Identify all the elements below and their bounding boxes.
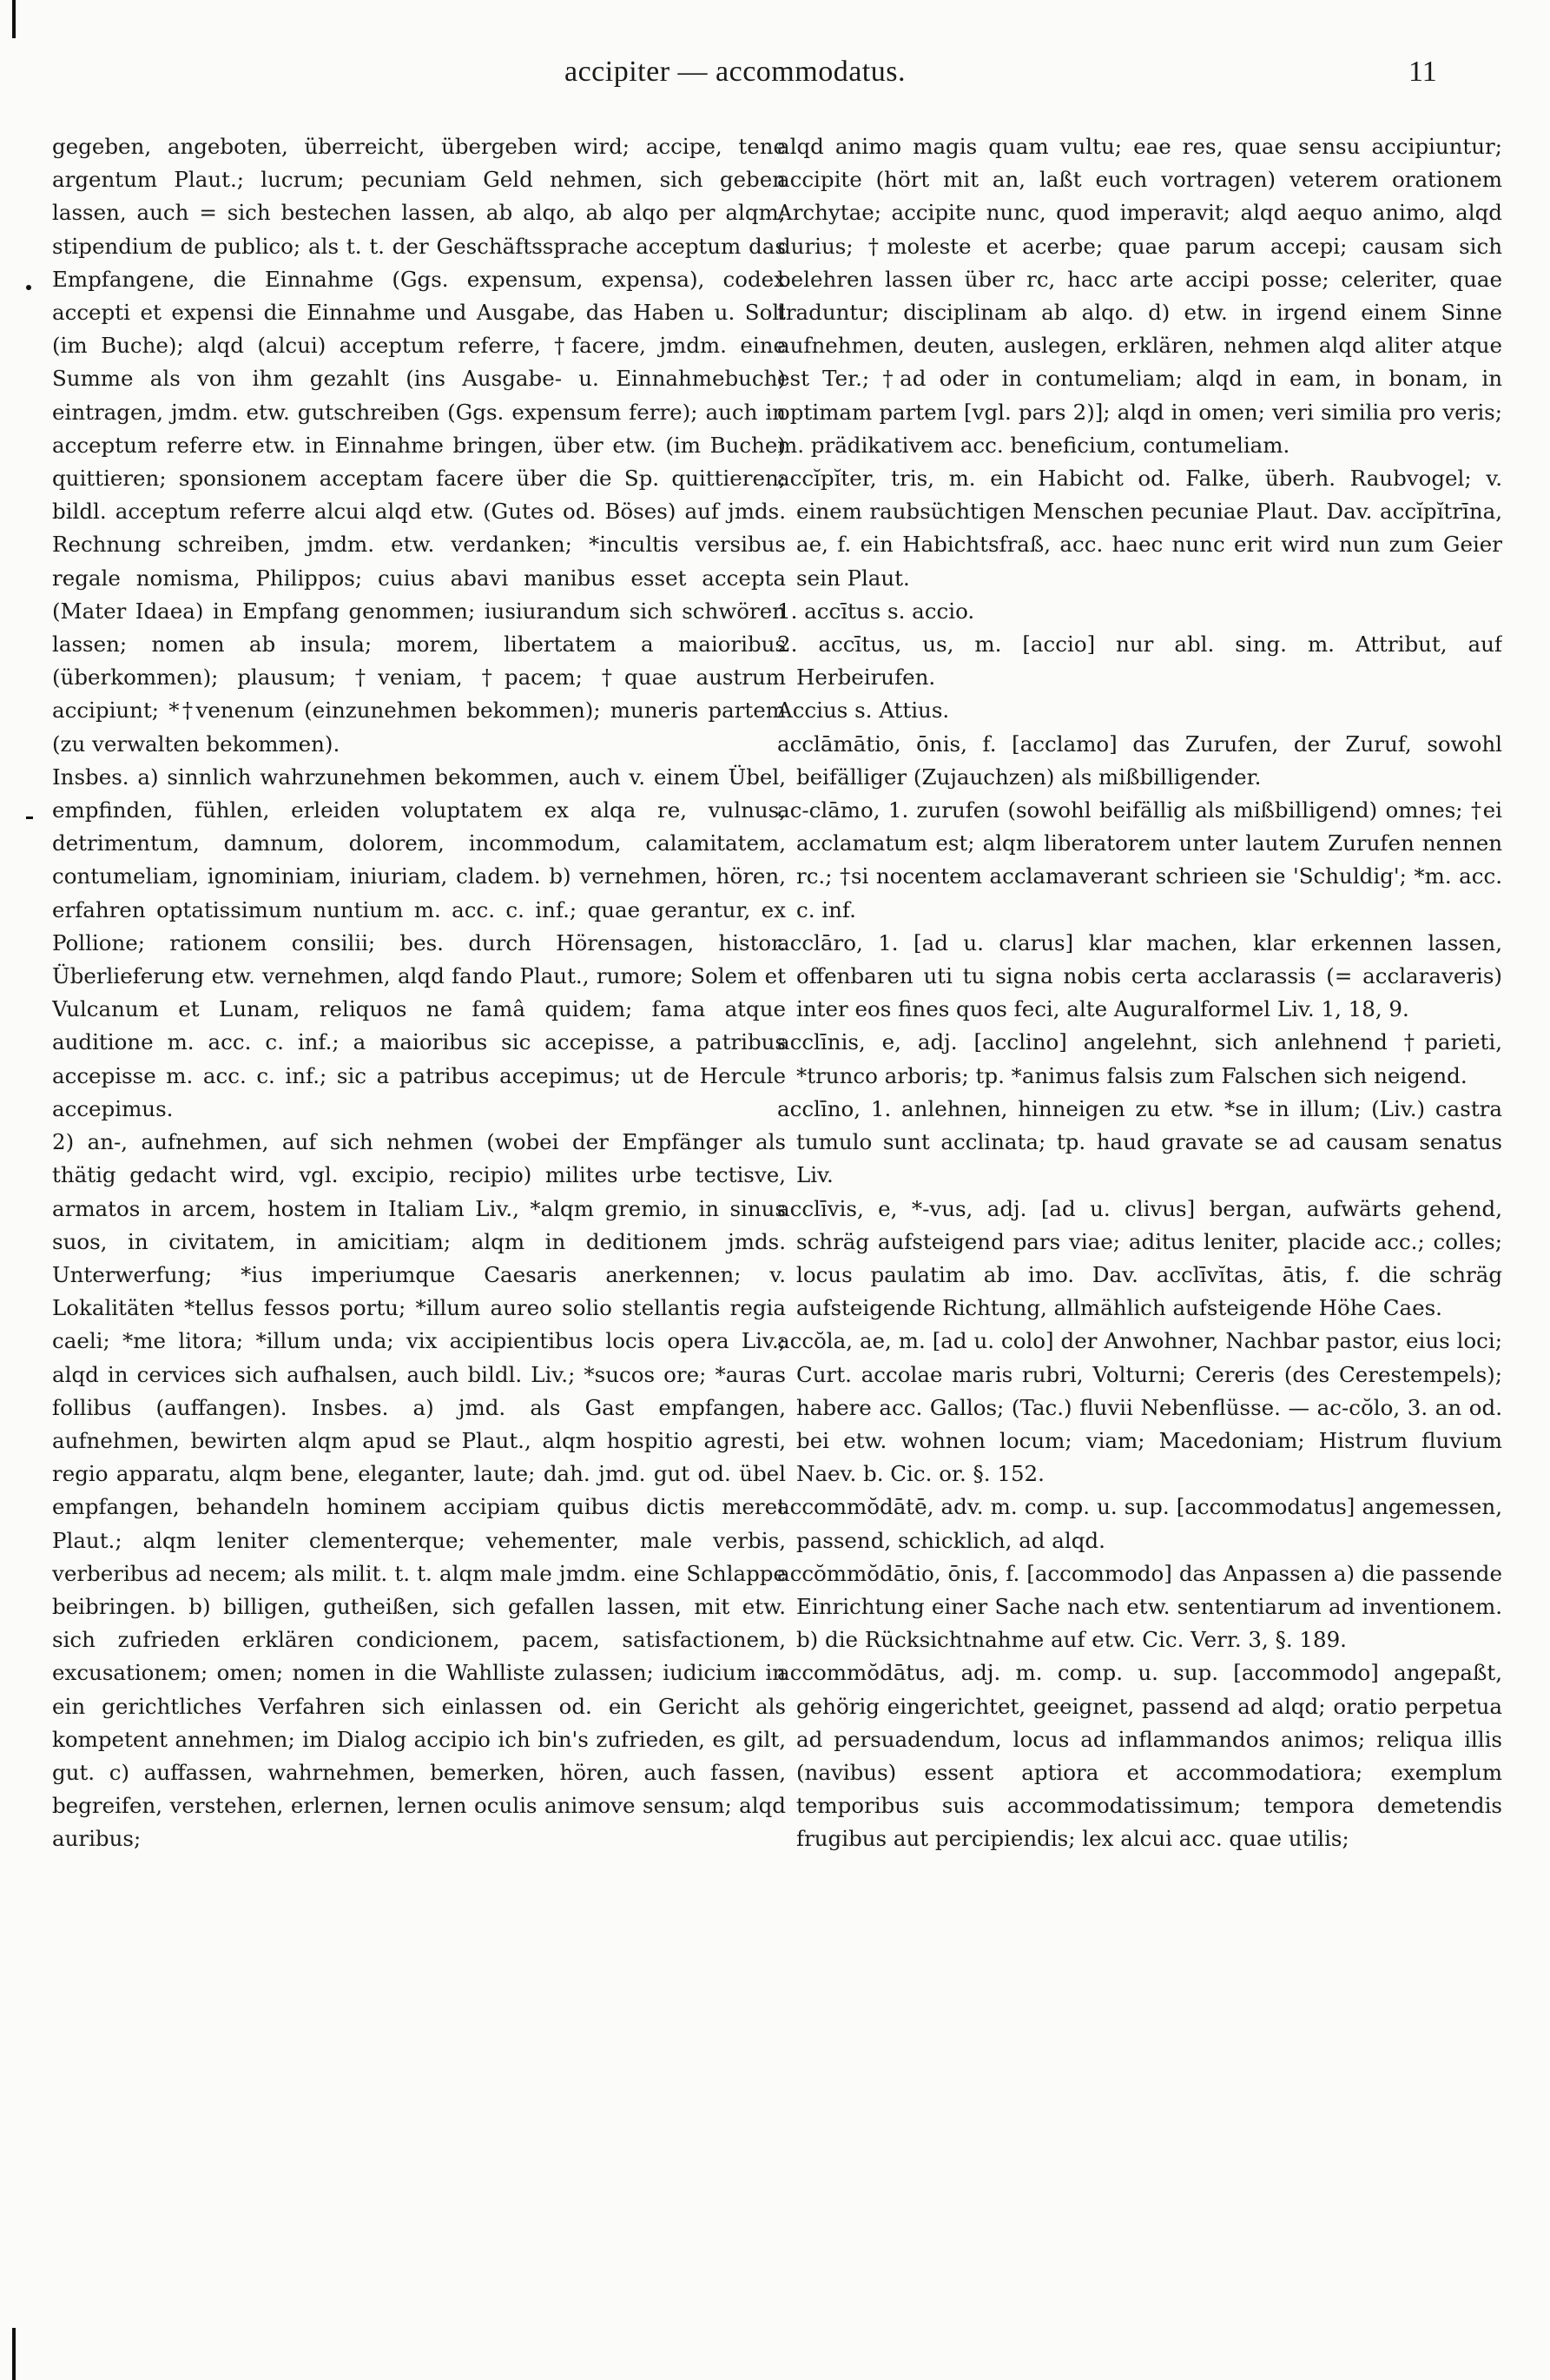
dictionary-entry: ac-clāmo, 1. zurufen (sowohl beifällig als mißbilligend) omnes; †ei acclamatum est; alqm liberatorem unter lautem Zurufen nennen rc.; †si nocentem acclamaverant schrieen sie 'Schuldig'; *m. acc. c. inf. (777, 797, 1502, 922)
dictionary-entry: accĭpĭter, tris, m. ein Habicht od. Falke, überh. Raubvogel; v. einem raubsüchtigen Menschen pecuniae Plaut. Dav. accĭpĭtrīna, ae, f. ein Habichtsfraß, acc. haec nunc erit wird nun zum Geier sein Plaut. (777, 466, 1502, 591)
dictionary-entry: acclīnis, e, adj. [acclino] angelehnt, sich anlehnend †parieti, *trunco arboris; tp. *animus falsis zum Falschen sich neigend. (777, 1029, 1502, 1088)
dictionary-entry: acclīvis, e, *-vus, adj. [ad u. clivus] bergan, aufwärts gehend, schräg aufsteigend pars viae; aditus leniter, placide acc.; colles; locus paulatim ab imo. Dav. acclīvĭtas, ātis, f. die schräg aufsteigende Richtung, allmählich aufsteigende Höhe Caes. (777, 1195, 1502, 1321)
dictionary-entry: acclīno, 1. anlehnen, hinneigen zu etw. *se in illum; (Liv.) castra tumulo sunt acclinata; tp. haud gravate se ad causam senatus Liv. (777, 1095, 1502, 1188)
dictionary-entry: accommŏdātē, adv. m. comp. u. sup. [accommodatus] angemessen, passend, schicklich, ad alqd. (777, 1494, 1502, 1553)
margin-mark (26, 816, 33, 819)
margin-mark (26, 285, 31, 290)
scan-edge-mark (12, 0, 16, 38)
dictionary-entry: accŏla, ae, m. [ad u. colo] der Anwohner, Nachbar pastor, eius loci; Curt. accolae maris rubri, Volturni; Cereris (des Cerestempels); habere acc. Gallos; (Tac.) fluvii Nebenflüsse. — ac-cŏlo, 3. an od. bei etw. wohnen locum; viam; Macedoniam; Histrum fluvium Naev. b. Cic. or. §. 152. (777, 1328, 1502, 1487)
page-header (0, 50, 1550, 102)
dictionary-entry: accŏmmŏdātio, ōnis, f. [accommodo] das Anpassen a) die passende Einrichtung einer Sache nach etw. sententiarum ad inventionem. b) die Rücksichtnahme auf etw. Cic. Verr. 3, §. 189. (777, 1560, 1502, 1653)
column-paragraph: alqd animo magis quam vultu; eae res, quae sensu accipiuntur; accipite (hört mit an, laßt euch vortragen) veterem orationem Archytae; accipite nunc, quod imperavit; alqd aequo animo, alqd durius; †moleste et acerbe; quae parum accepi; causam sich belehren lassen über rc, hacc arte accipi posse; celeriter, quae traduntur; disciplinam ab alqo. d) etw. in irgend einem Sinne aufnehmen, deuten, auslegen, erklären, nehmen alqd aliter atque est Ter.; †ad oder in contumeliam; alqd in eam, in bonam, in optimam partem [vgl. pars 2)]; alqd in omen; veri similia pro veris; m. prädikativem acc. beneficium, contumeliam. (777, 134, 1502, 458)
dictionary-entry: Accius s. Attius. (777, 697, 950, 724)
dictionary-entry: acclāro, 1. [ad u. clarus] klar machen, klar erkennen lassen, offenbaren uti tu signa nobis certa acclarassis (= acclaraveris) inter eos fines quos feci, alte Auguralformel Liv. 1, 18, 9. (777, 929, 1502, 1022)
column-paragraph: Insbes. a) sinnlich wahrzunehmen bekommen, auch v. einem Übel, empfinden, fühlen, erleiden voluptatem ex alqa re, vulnus, detrimentum, damnum, dolorem, incommodum, calamitatem, contumeliam, ignominiam, iniuriam, cladem. b) vernehmen, hören, erfahren optatissimum nuntium m. acc. c. inf.; quae gerantur, ex Pollione; rationem consilii; bes. durch Hörensagen, histor. Überlieferung etw. vernehmen, alqd fando Plaut., rumore; Solem et Vulcanum et Lunam, reliquos ne famâ quidem; fama atque auditione m. acc. c. inf.; a maioribus sic accepisse, a patribus accepisse m. acc. c. inf.; sic a patribus accepimus; ut de Hercule accepimus. (52, 764, 786, 1121)
page-number: 11 (1408, 56, 1437, 88)
dictionary-entry: acclāmātio, ōnis, f. [acclamo] das Zurufen, der Zuruf, sowohl beifälliger (Zujauchzen) als mißbilligender. (777, 731, 1502, 790)
dictionary-entry: accommŏdātus, adj. m. comp. u. sup. [accommodo] angepaßt, gehörig eingerichtet, geeignet, passend ad alqd; oratio perpetua ad persuadendum, locus ad inflammandos animos; reliqua illis (navibus) essent aptiora et accommodatiora; exemplum temporibus suis accommodatissimum; tempora demetendis frugibus aut percipiendis; lex alcui acc. quae utilis; (777, 1660, 1502, 1852)
column-paragraph: gegeben, angeboten, überreicht, übergeben wird; accipe, tene argentum Plaut.; lucrum; pecuniam Geld nehmen, sich geben lassen, auch = sich bestechen lassen, ab alqo, ab alqo per alqm; stipendium de publico; als t. t. der Geschäftssprache acceptum das Empfangene, die Einnahme (Ggs. expensum, expensa), codex accepti et expensi die Einnahme und Ausgabe, das Haben u. Soll (im Buche); alqd (alcui) acceptum referre, †facere, jmdm. eine Summe als von ihm gezahlt (ins Ausgabe- u. Einnahmebuch) eintragen, jmdm. etw. gutschreiben (Ggs. expensum ferre); auch in acceptum referre etw. in Einnahme bringen, über etw. (im Buche) quittieren; sponsionem acceptam facere über die Sp. quittieren; bildl. acceptum referre alcui alqd etw. (Gutes od. Böses) auf jmds. Rechnung schreiben, jmdm. etw. verdanken; *incultis versibus regale nomisma, Philippos; cuius abavi manibus esset accepta (Mater Idaea) in Empfang genommen; iusiurandum sich schwören lassen; nomen ab insula; morem, libertatem a maioribus (überkommen); plausum; †veniam, †pacem; †quae austrum accipiunt; *†venenum (einzunehmen bekommen); muneris partem (zu verwalten bekommen). (52, 134, 786, 757)
dictionary-entry: 1. accītus s. accio. (777, 598, 975, 624)
column-paragraph: 2) an-, aufnehmen, auf sich nehmen (wobei der Empfänger als thätig gedacht wird, vgl. excipio, recipio) milites urbe tectisve, armatos in arcem, hostem in Italiam Liv., *alqm gremio, in sinus suos, in civitatem, in amicitiam; alqm in deditionem jmds. Unterwerfung; *ius imperiumque Caesaris anerkennen; v. Lokalitäten *tellus fessos portu; *illum aureo solio stellantis regia caeli; *me litora; *illum unda; vix accipientibus locis opera Liv.; alqd in cervices sich aufhalsen, auch bildl. Liv.; *sucos ore; *auras follibus (auffangen). Insbes. a) jmd. als Gast empfangen, aufnehmen, bewirten alqm apud se Plaut., alqm hospitio agresti, regio apparatu, alqm bene, eleganter, laute; dah. jmd. gut od. übel empfangen, behandeln hominem accipiam quibus dictis meret Plaut.; alqm leniter clementerque; vehementer, male verbis, verberibus ad necem; als milit. t. t. alqm male jmdm. eine Schlappe beibringen. b) billigen, gutheißen, sich gefallen lassen, mit etw. sich zufrieden erklären condicionem, pacem, satisfactionem, excusationem; omen; nomen in die Wahlliste zulassen; iudicium in ein gerichtliches Verfahren sich einlassen od. ein Gericht als kompetent annehmen; im Dialog accipio ich bin's zufrieden, es gilt, gut. c) auffassen, wahrnehmen, bemerken, hören, auch fassen, begreifen, verstehen, erlernen, lernen oculis animove sensum; alqd auribus; (52, 1129, 786, 1852)
right-column (777, 130, 1502, 2354)
running-head: accipiter — accommodatus. (564, 56, 906, 88)
scan-edge-mark (12, 2328, 16, 2380)
dictionary-entry: 2. accītus, us, m. [accio] nur abl. sing. m. Attribut, auf Herbeirufen. (777, 631, 1502, 691)
left-column (52, 130, 786, 2354)
